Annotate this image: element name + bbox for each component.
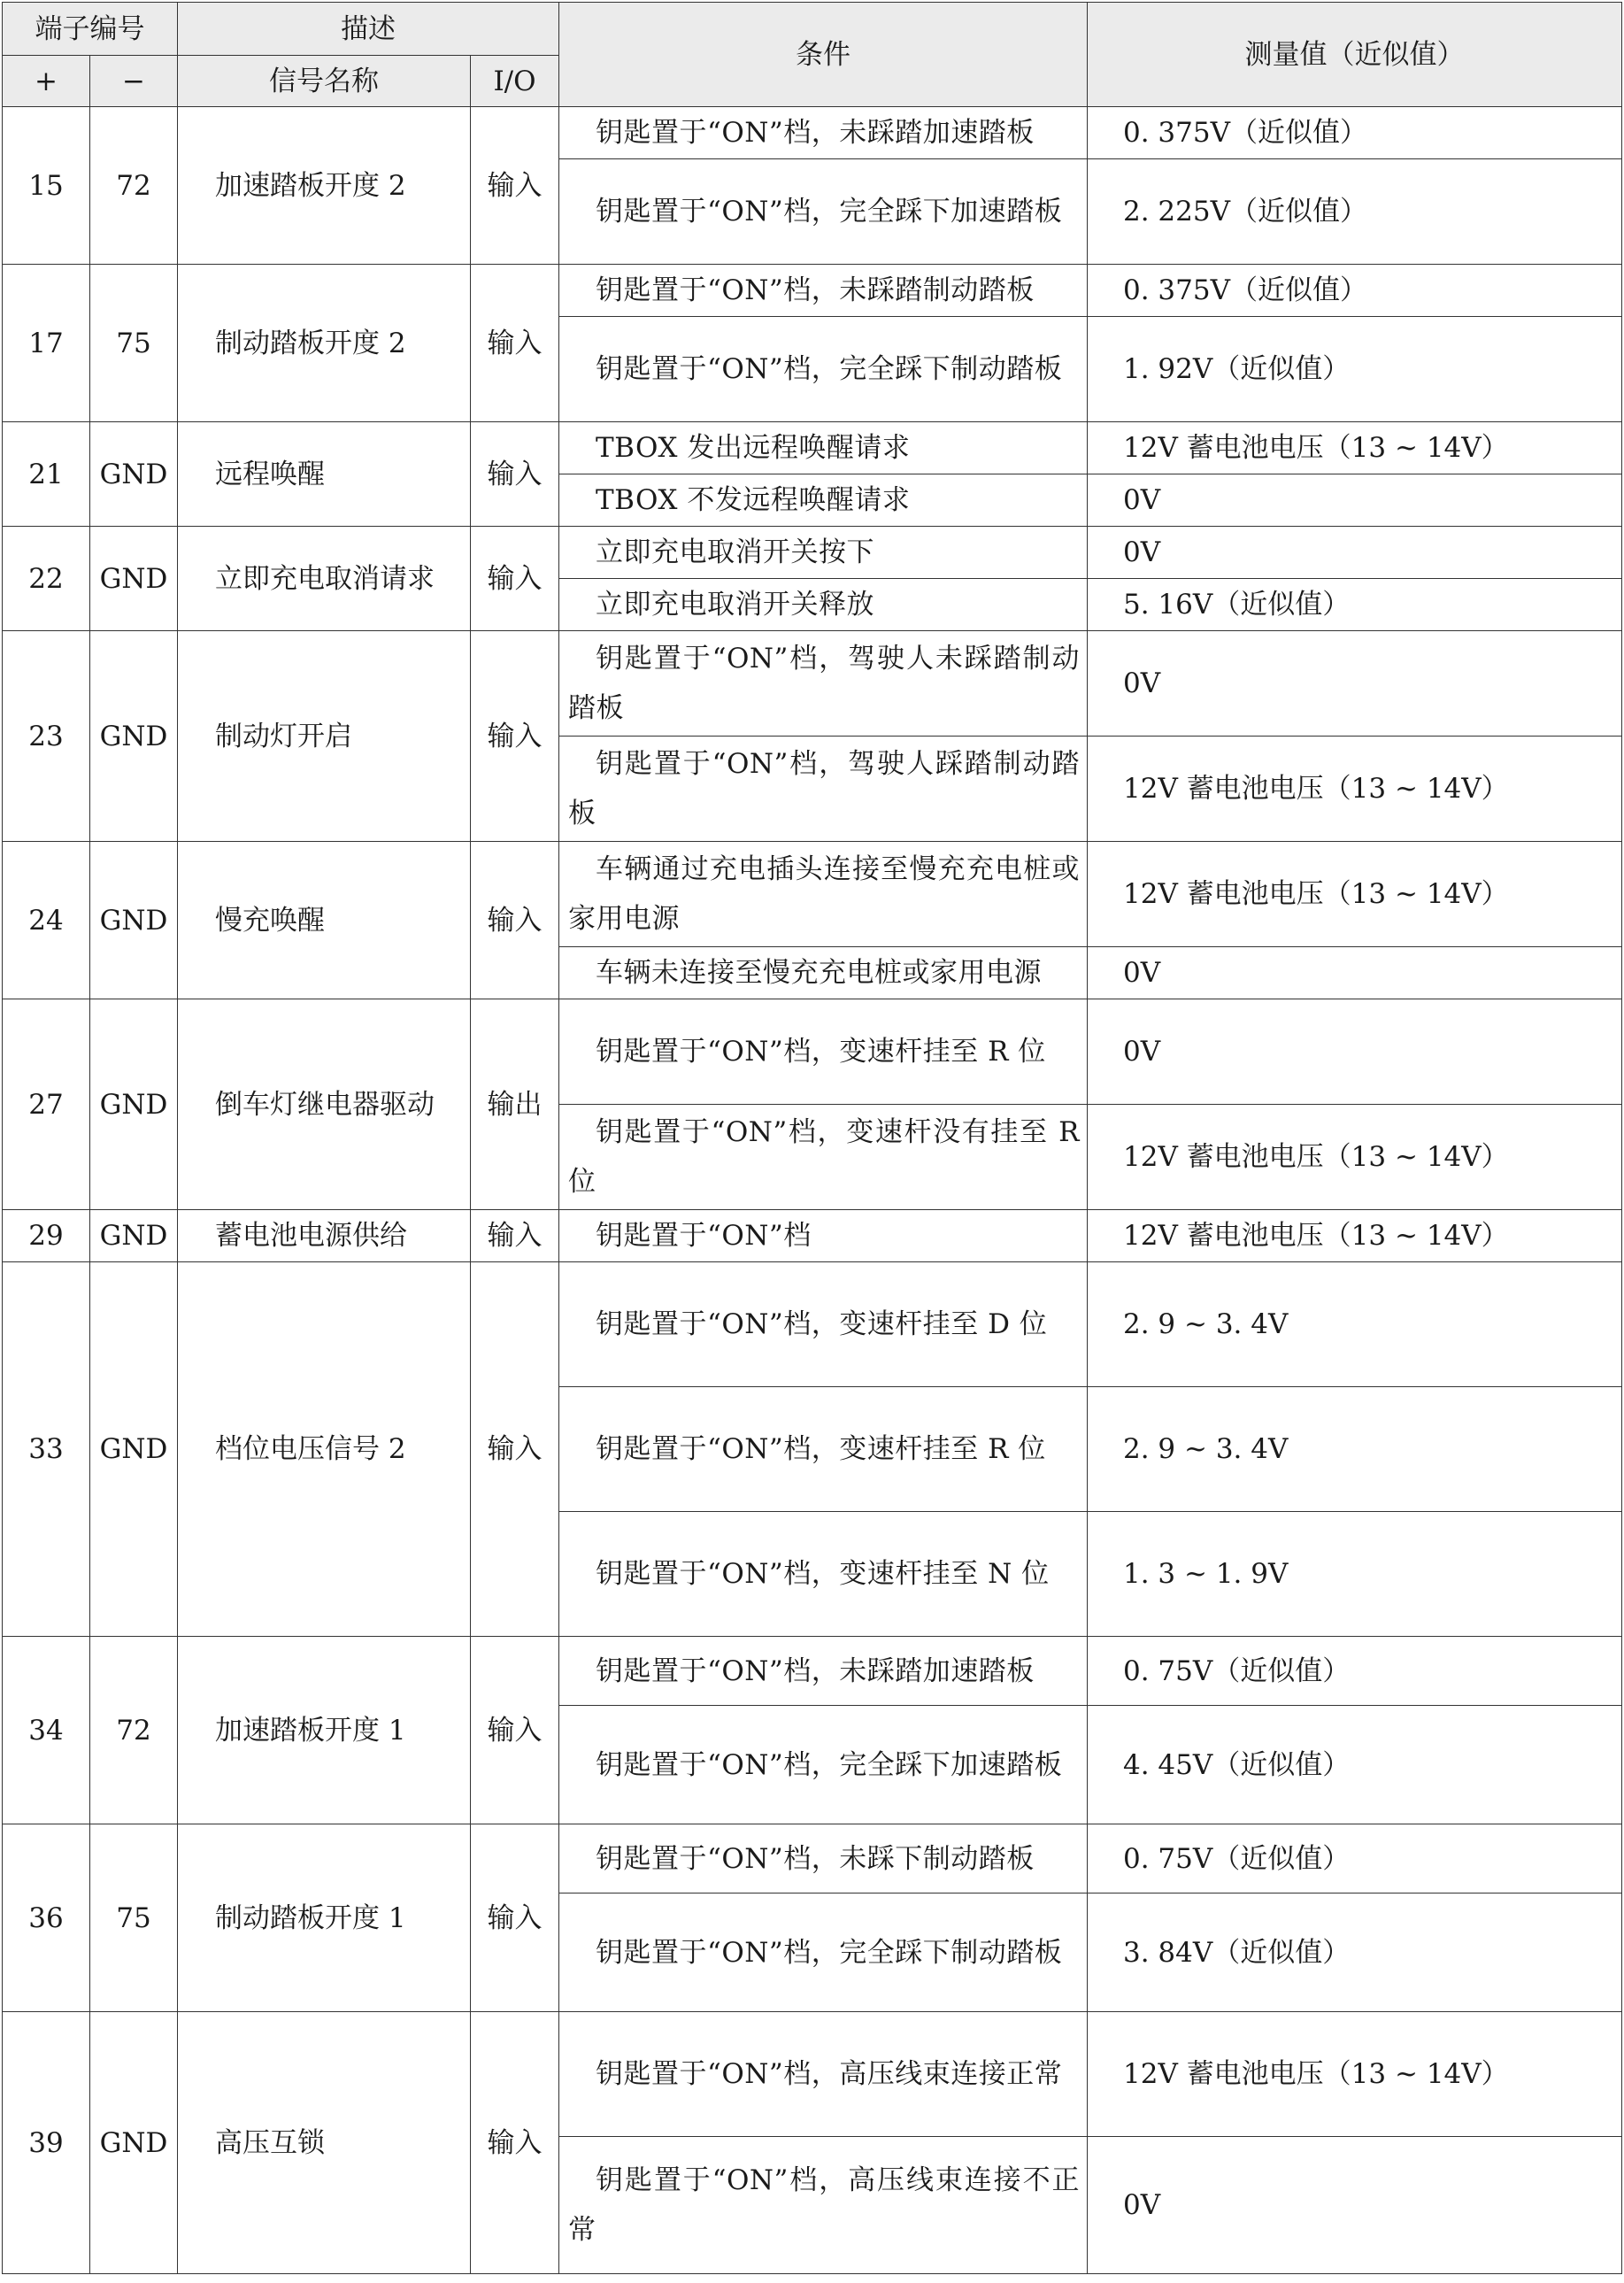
table-row (3, 527, 1622, 579)
measured-value: 12V 蓄电池电压（13 ~ 14V） (1088, 422, 1622, 474)
terminal-plus: 17 (3, 265, 90, 422)
io-direction: 输入 (471, 422, 559, 527)
condition-text: 钥匙置于“ON”档，未踩下制动踏板 (559, 1824, 1088, 1894)
table-row (3, 265, 1622, 317)
signal-name: 档位电压信号 2 (178, 1262, 471, 1637)
terminal-minus: GND (90, 422, 178, 527)
signal-name: 加速踏板开度 1 (178, 1637, 471, 1824)
table-row (3, 1824, 1622, 1894)
header-description: 描述 (178, 3, 559, 56)
signal-name: 高压互锁 (178, 2012, 471, 2274)
measured-value: 1. 3 ~ 1. 9V (1088, 1512, 1622, 1637)
condition-text: 钥匙置于“ON”档，完全踩下加速踏板 (559, 159, 1088, 265)
io-direction: 输入 (471, 265, 559, 422)
io-direction: 输入 (471, 2012, 559, 2274)
table-row (3, 2012, 1622, 2137)
condition-text: 钥匙置于“ON”档，未踩踏加速踏板 (559, 107, 1088, 159)
table-row (3, 1637, 1622, 1706)
header-measured-value: 测量值（近似值） (1088, 3, 1622, 107)
terminal-minus: GND (90, 842, 178, 999)
signal-name: 远程唤醒 (178, 422, 471, 527)
header-signal-name: 信号名称 (178, 56, 471, 107)
measured-value: 0V (1088, 474, 1622, 527)
terminal-table (2, 2, 1622, 2274)
condition-text: 车辆未连接至慢充充电桩或家用电源 (559, 947, 1088, 999)
terminal-plus: 23 (3, 631, 90, 842)
io-direction: 输入 (471, 631, 559, 842)
header-condition: 条件 (559, 3, 1088, 107)
signal-name: 加速踏板开度 2 (178, 107, 471, 265)
terminal-plus: 21 (3, 422, 90, 527)
io-direction: 输入 (471, 1210, 559, 1262)
condition-text: 钥匙置于“ON”档，未踩踏加速踏板 (559, 1637, 1088, 1706)
table-body (3, 107, 1622, 2274)
measured-value: 2. 9 ~ 3. 4V (1088, 1387, 1622, 1512)
terminal-minus: 72 (90, 107, 178, 265)
table-row (3, 631, 1622, 737)
condition-text: 钥匙置于“ON”档，完全踩下加速踏板 (559, 1706, 1088, 1824)
terminal-plus: 22 (3, 527, 90, 631)
terminal-plus: 39 (3, 2012, 90, 2274)
signal-name: 倒车灯继电器驱动 (178, 999, 471, 1210)
io-direction: 输入 (471, 1262, 559, 1637)
condition-text: 钥匙置于“ON”档，变速杆挂至 R 位 (559, 1387, 1088, 1512)
terminal-plus: 27 (3, 999, 90, 1210)
signal-name: 慢充唤醒 (178, 842, 471, 999)
measured-value: 0. 375V（近似值） (1088, 265, 1622, 317)
condition-text: 钥匙置于“ON”档，变速杆挂至 R 位 (559, 999, 1088, 1105)
io-direction: 输入 (471, 107, 559, 265)
measured-value: 0. 75V（近似值） (1088, 1637, 1622, 1706)
signal-name: 制动灯开启 (178, 631, 471, 842)
condition-text: 钥匙置于“ON”档，完全踩下制动踏板 (559, 1894, 1088, 2012)
table-row (3, 999, 1622, 1105)
terminal-minus: 75 (90, 1824, 178, 2012)
condition-text: TBOX 发出远程唤醒请求 (559, 422, 1088, 474)
terminal-plus: 34 (3, 1637, 90, 1824)
signal-name: 立即充电取消请求 (178, 527, 471, 631)
terminal-minus: GND (90, 999, 178, 1210)
measured-value: 0V (1088, 527, 1622, 579)
measured-value: 0. 75V（近似值） (1088, 1824, 1622, 1894)
condition-text: 钥匙置于“ON”档，变速杆挂至 D 位 (559, 1262, 1088, 1387)
io-direction: 输入 (471, 1637, 559, 1824)
signal-name: 制动踏板开度 1 (178, 1824, 471, 2012)
measured-value: 2. 225V（近似值） (1088, 159, 1622, 265)
terminal-minus: GND (90, 2012, 178, 2274)
io-direction: 输入 (471, 527, 559, 631)
table-row (3, 422, 1622, 474)
measured-value: 0V (1088, 999, 1622, 1105)
condition-text: 钥匙置于“ON”档，变速杆挂至 N 位 (559, 1512, 1088, 1637)
terminal-plus: 33 (3, 1262, 90, 1637)
terminal-plus: 24 (3, 842, 90, 999)
measured-value: 12V 蓄电池电压（13 ~ 14V） (1088, 737, 1622, 842)
condition-text: 钥匙置于“ON”档，未踩踏制动踏板 (559, 265, 1088, 317)
measured-value: 5. 16V（近似值） (1088, 579, 1622, 631)
condition-text: 钥匙置于“ON”档，变速杆没有挂至 R 位 (559, 1105, 1088, 1210)
header-io: I/O (471, 56, 559, 107)
terminal-plus: 36 (3, 1824, 90, 2012)
measured-value: 4. 45V（近似值） (1088, 1706, 1622, 1824)
condition-text: 钥匙置于“ON”档 (559, 1210, 1088, 1262)
condition-text: 立即充电取消开关按下 (559, 527, 1088, 579)
condition-text: 钥匙置于“ON”档，完全踩下制动踏板 (559, 317, 1088, 422)
condition-text: 钥匙置于“ON”档，驾驶人踩踏制动踏板 (559, 737, 1088, 842)
terminal-minus: GND (90, 631, 178, 842)
measured-value: 12V 蓄电池电压（13 ~ 14V） (1088, 1210, 1622, 1262)
io-direction: 输出 (471, 999, 559, 1210)
measured-value: 0. 375V（近似值） (1088, 107, 1622, 159)
signal-name: 制动踏板开度 2 (178, 265, 471, 422)
terminal-minus: GND (90, 1262, 178, 1637)
measured-value: 0V (1088, 947, 1622, 999)
measured-value: 0V (1088, 631, 1622, 737)
condition-text: 钥匙置于“ON”档，高压线束连接正常 (559, 2012, 1088, 2137)
terminal-minus: GND (90, 1210, 178, 1262)
measured-value: 12V 蓄电池电压（13 ~ 14V） (1088, 1105, 1622, 1210)
table-row (3, 1262, 1622, 1387)
condition-text: 钥匙置于“ON”档，高压线束连接不正常 (559, 2137, 1088, 2274)
terminal-minus: 75 (90, 265, 178, 422)
terminal-plus: 29 (3, 1210, 90, 1262)
measured-value: 12V 蓄电池电压（13 ~ 14V） (1088, 2012, 1622, 2137)
measured-value: 1. 92V（近似值） (1088, 317, 1622, 422)
header-terminal: 端子编号 (3, 3, 178, 56)
measured-value: 2. 9 ~ 3. 4V (1088, 1262, 1622, 1387)
condition-text: 车辆通过充电插头连接至慢充充电桩或家用电源 (559, 842, 1088, 947)
table-row (3, 842, 1622, 947)
io-direction: 输入 (471, 1824, 559, 2012)
terminal-minus: 72 (90, 1637, 178, 1824)
condition-text: TBOX 不发远程唤醒请求 (559, 474, 1088, 527)
table-row (3, 1210, 1622, 1262)
measured-value: 12V 蓄电池电压（13 ~ 14V） (1088, 842, 1622, 947)
measured-value: 3. 84V（近似值） (1088, 1894, 1622, 2012)
condition-text: 钥匙置于“ON”档，驾驶人未踩踏制动踏板 (559, 631, 1088, 737)
signal-name: 蓄电池电源供给 (178, 1210, 471, 1262)
condition-text: 立即充电取消开关释放 (559, 579, 1088, 631)
header-plus: + (3, 56, 90, 107)
terminal-plus: 15 (3, 107, 90, 265)
io-direction: 输入 (471, 842, 559, 999)
terminal-minus: GND (90, 527, 178, 631)
measured-value: 0V (1088, 2137, 1622, 2274)
header-minus: − (90, 56, 178, 107)
table-row (3, 107, 1622, 159)
